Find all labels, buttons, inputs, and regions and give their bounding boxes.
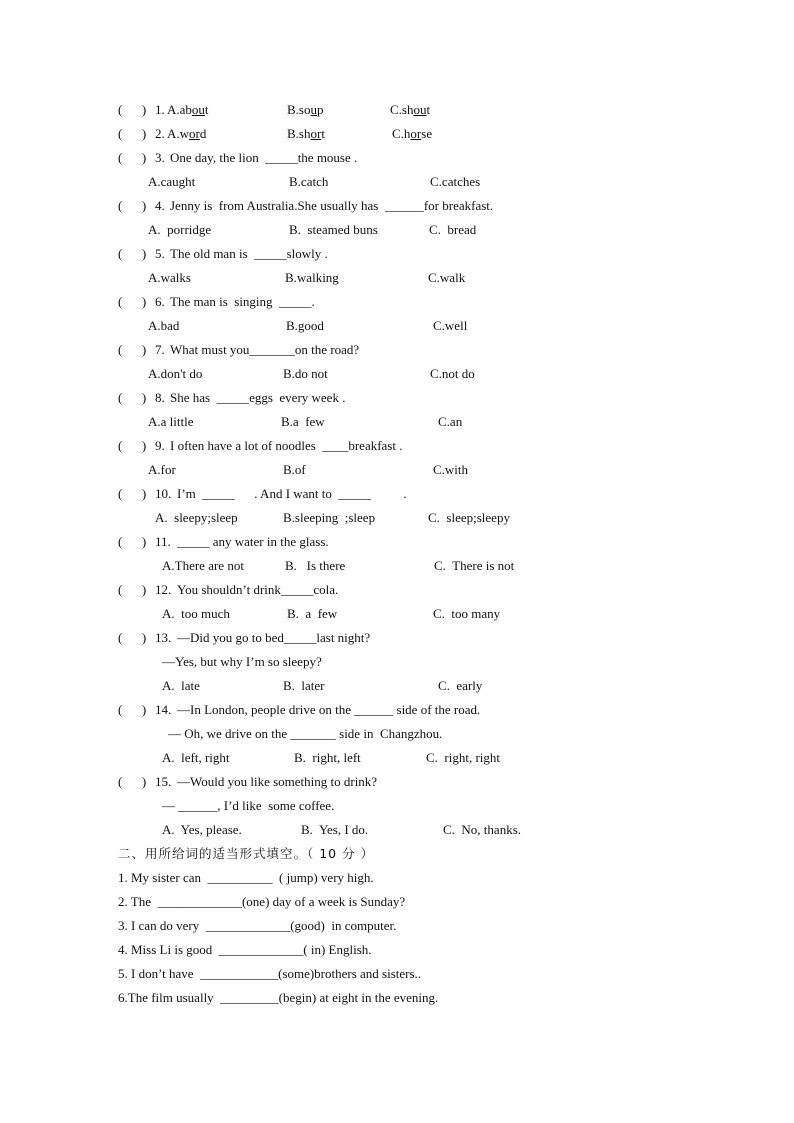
option-c: C.well	[433, 318, 468, 333]
answer-paren: ( )	[118, 486, 147, 501]
question-stem-reply: — ______, I’d like some coffee.	[162, 798, 335, 813]
question-number: 4.	[155, 198, 165, 213]
answer-paren: ( )	[118, 246, 147, 261]
question-stem: Jenny is from Australia.She usually has ______for breakfast.	[170, 198, 494, 213]
answer-paren: ( )	[118, 390, 147, 405]
underlined-letters: or	[189, 126, 200, 141]
option-b	[287, 126, 325, 142]
question-stem: The man is singing _____.	[170, 294, 315, 309]
question-number: 9.	[155, 438, 165, 453]
question-stem: —Would you like something to drink?	[177, 774, 378, 789]
option-a: A.caught	[148, 174, 196, 189]
option-c	[392, 126, 432, 142]
option-prefix: B.sh	[287, 126, 311, 141]
fill-blank-item: 3. I can do very _____________(good) in computer.	[118, 918, 397, 933]
option-c: C.walk	[428, 270, 466, 285]
option-b: B.walking	[285, 270, 339, 285]
option-c: C. sleep;sleepy	[428, 510, 510, 525]
underlined-letters: or	[310, 126, 322, 141]
answer-paren: ( )	[118, 630, 147, 645]
option-suffix: t	[321, 126, 325, 141]
question-number: 7.	[155, 342, 165, 357]
option-a: A.don't do	[148, 366, 203, 381]
question-number: 15.	[155, 774, 172, 789]
fill-blank-item: 6.The film usually _________(begin) at eight in the evening.	[118, 990, 439, 1005]
option-b: B.do not	[283, 366, 328, 381]
option-a	[167, 102, 209, 118]
option-b: B.of	[283, 462, 306, 477]
option-b: B.good	[286, 318, 324, 333]
question-number: 10.	[155, 486, 172, 501]
option-c: C. There is not	[434, 558, 515, 573]
underlined-letters: or	[410, 126, 422, 141]
question-number: 2.	[155, 126, 165, 141]
question-stem: —Did you go to bed_____last night?	[177, 630, 371, 645]
option-b	[287, 102, 323, 118]
question-stem: I’m _____ . And I want to _____ .	[177, 486, 407, 501]
option-suffix: d	[199, 126, 207, 141]
option-a: A. late	[162, 678, 200, 693]
option-a: A. sleepy;sleep	[155, 510, 238, 525]
answer-paren: ( )	[118, 342, 147, 357]
question-number: 13.	[155, 630, 172, 645]
option-b: B. right, left	[294, 750, 361, 765]
question-stem: I often have a lot of noodles ____breakfast .	[170, 438, 403, 453]
option-prefix: C.sh	[390, 102, 414, 117]
answer-paren: ( )	[118, 102, 147, 117]
answer-paren: ( )	[118, 294, 147, 309]
option-suffix: se	[421, 126, 433, 141]
question-stem: _____ any water in the glass.	[177, 534, 329, 549]
option-c: C.not do	[430, 366, 475, 381]
option-b: B. steamed buns	[289, 222, 378, 237]
option-b: B.sleeping ;sleep	[283, 510, 376, 525]
option-c: C. bread	[429, 222, 477, 237]
answer-paren: ( )	[118, 582, 147, 597]
option-c	[390, 102, 430, 118]
option-b: B. a few	[287, 606, 338, 621]
option-c: C. No, thanks.	[443, 822, 521, 837]
fill-blank-item: 5. I don’t have ____________(some)brothers and sisters..	[118, 966, 422, 981]
answer-paren: ( )	[118, 534, 147, 549]
option-suffix: t	[204, 102, 209, 117]
question-stem-reply: —Yes, but why I’m so sleepy?	[162, 654, 322, 669]
option-a: A. left, right	[162, 750, 230, 765]
question-number: 14.	[155, 702, 172, 717]
option-b: B.catch	[289, 174, 329, 189]
question-number: 12.	[155, 582, 172, 597]
option-a: A.a little	[148, 414, 194, 429]
option-prefix: A.w	[167, 126, 190, 141]
underlined-letters: u	[310, 102, 317, 117]
option-prefix: C.h	[392, 126, 411, 141]
option-b: B.a few	[281, 414, 325, 429]
fill-blank-item: 4. Miss Li is good _____________( in) English.	[118, 942, 372, 957]
answer-paren: ( )	[118, 774, 147, 789]
fill-blank-item: 2. The _____________(one) day of a week is Sunday?	[118, 894, 406, 909]
option-c: C.catches	[430, 174, 481, 189]
question-stem: What must you_______on the road?	[170, 342, 360, 357]
question-number: 5.	[155, 246, 165, 261]
option-a: A.for	[148, 462, 176, 477]
option-c: C. too many	[433, 606, 501, 621]
underlined-letters: ou	[413, 102, 427, 117]
option-prefix: B.so	[287, 102, 311, 117]
question-number: 3.	[155, 150, 165, 165]
option-b: B. Yes, I do.	[301, 822, 369, 837]
option-c: C. right, right	[426, 750, 501, 765]
question-stem: She has _____eggs every week .	[170, 390, 346, 405]
answer-paren: ( )	[118, 150, 147, 165]
option-a: A.walks	[148, 270, 191, 285]
option-a: A. Yes, please.	[162, 822, 242, 837]
option-c: C. early	[438, 678, 483, 693]
underlined-letters: ou	[191, 102, 205, 117]
option-b: B. Is there	[285, 558, 346, 573]
question-number: 11.	[155, 534, 171, 549]
question-stem: You shouldn’t drink_____cola.	[177, 582, 339, 597]
option-c: C.with	[433, 462, 469, 477]
question-stem: One day, the lion _____the mouse .	[170, 150, 358, 165]
question-number: 8.	[155, 390, 165, 405]
option-suffix: t	[426, 102, 431, 117]
question-stem: —In London, people drive on the ______ side of the road.	[177, 702, 481, 717]
question-number: 1.	[155, 102, 165, 117]
section-2-title: 二、用所给词的适当形式填空。（ 10 分 ）	[118, 846, 375, 861]
question-number: 6.	[155, 294, 165, 309]
option-a: A.There are not	[162, 558, 244, 573]
option-a	[167, 126, 206, 142]
option-prefix: A.ab	[167, 102, 192, 117]
option-suffix: p	[316, 102, 324, 117]
answer-paren: ( )	[118, 126, 147, 141]
question-stem: The old man is _____slowly .	[170, 246, 328, 261]
fill-blank-item: 1. My sister can __________ ( jump) very high.	[118, 870, 374, 885]
answer-paren: ( )	[118, 702, 147, 717]
option-a: A. too much	[162, 606, 230, 621]
option-a: A. porridge	[148, 222, 212, 237]
answer-paren: ( )	[118, 438, 147, 453]
answer-paren: ( )	[118, 198, 147, 213]
question-stem-reply: — Oh, we drive on the _______ side in Changzhou.	[168, 726, 443, 741]
option-b: B. later	[283, 678, 325, 693]
option-c: C.an	[438, 414, 463, 429]
option-a: A.bad	[148, 318, 180, 333]
